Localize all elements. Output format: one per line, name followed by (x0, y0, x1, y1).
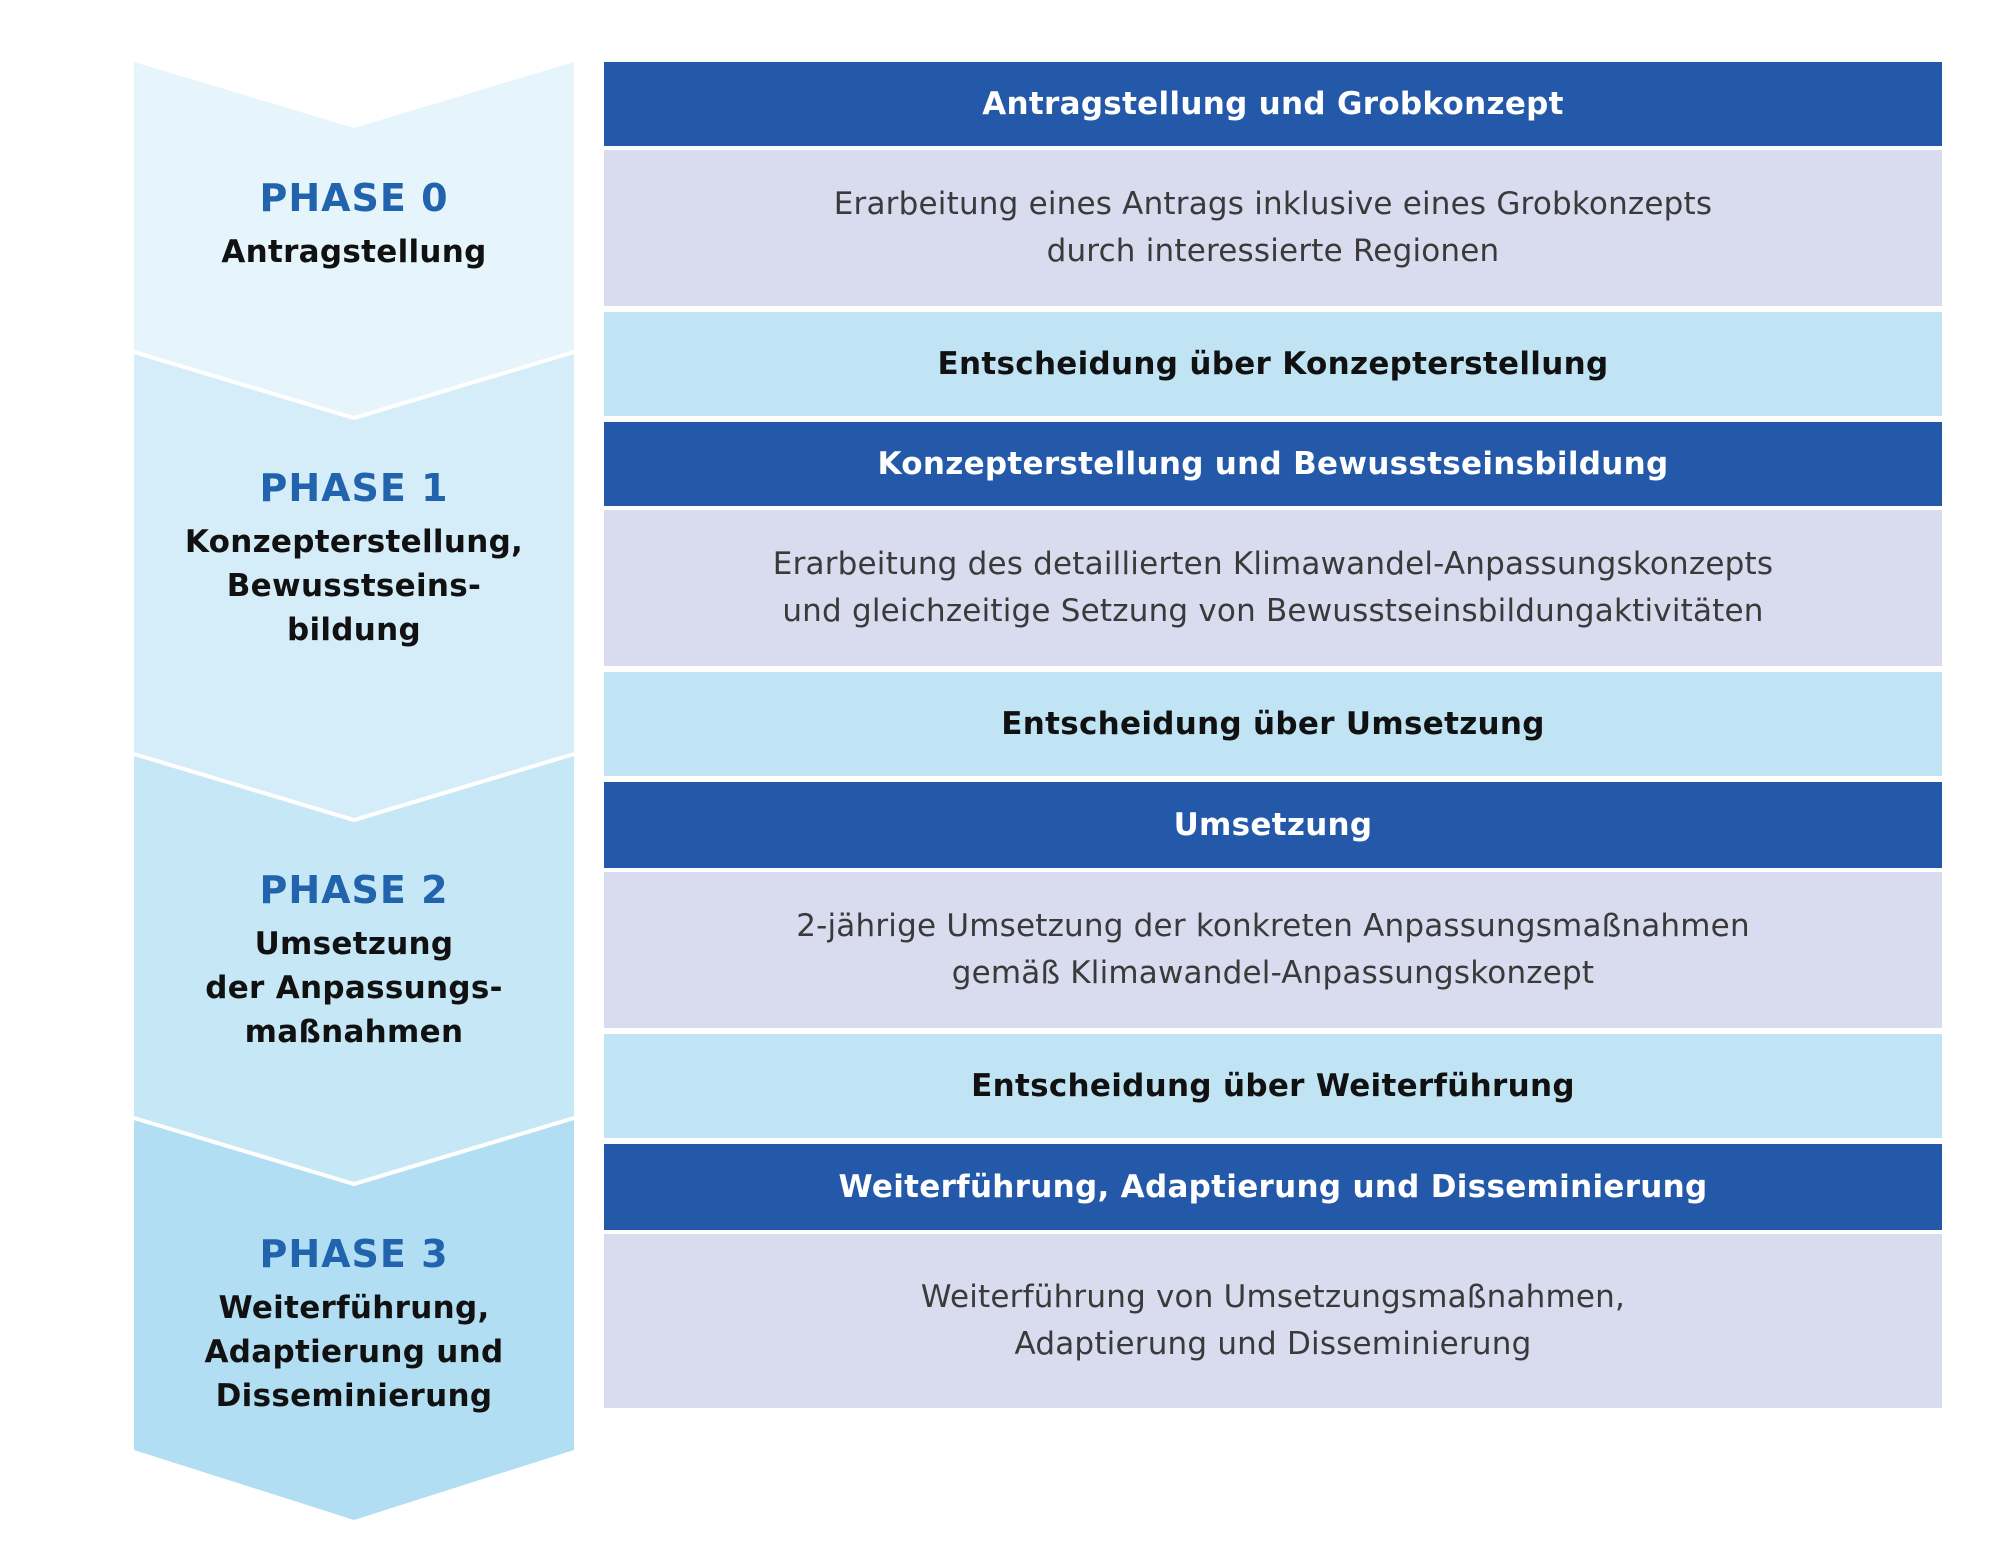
step-1-description-line-2: und gleichzeitige Setzung von Bewusstseinsbildungaktivitäten (782, 593, 1764, 629)
step-0-header (604, 62, 1942, 146)
step-0-decision (604, 312, 1942, 416)
step-0-header-text: Antragstellung und Grobkonzept (982, 86, 1564, 122)
phase-3-title-line-3: Disseminierung (215, 1377, 493, 1414)
phase-0-number: PHASE 0 (259, 176, 449, 220)
step-3-description-line-1: Weiterführung von Umsetzungsmaßnahmen, (920, 1278, 1626, 1315)
phase-1-title-line-1: Konzepterstellung, (184, 523, 524, 560)
step-1-description-line-1: Erarbeitung des detaillierten Klimawandel-Anpassungskonzepts (772, 545, 1774, 582)
step-2-header-text: Umsetzung (1173, 807, 1373, 843)
phase-1-title-line-3: bildung (286, 611, 422, 648)
step-2-header (604, 782, 1942, 868)
phase-1-number: PHASE 1 (259, 466, 449, 510)
step-1-description (604, 510, 1942, 666)
step-3-description (604, 1234, 1942, 1408)
step-0-description-line-1: Erarbeitung eines Antrags inklusive eines Grobkonzepts (833, 185, 1713, 222)
step-1-decision-text: Entscheidung über Umsetzung (1001, 706, 1545, 742)
step-3-header (604, 1144, 1942, 1230)
phase-2-label (134, 864, 574, 1054)
phase-3-number: PHASE 3 (259, 1232, 449, 1276)
step-2-description (604, 872, 1942, 1028)
step-2-decision (604, 1034, 1942, 1138)
step-0-description (604, 150, 1942, 306)
phase-2-title-line-3: maßnahmen (244, 1013, 464, 1050)
phase-3-label (134, 1228, 574, 1418)
step-1-decision (604, 672, 1942, 776)
step-2-description-line-1: 2-jährige Umsetzung der konkreten Anpassungsmaßnahmen (796, 907, 1750, 944)
phase-1-label (134, 462, 574, 652)
phase-2-title-line-1: Umsetzung (254, 925, 454, 962)
phase-0-label (134, 172, 574, 274)
step-0-description-line-2: durch interessierte Regionen (1046, 233, 1500, 269)
phase-3-title-line-2: Adaptierung und (204, 1333, 504, 1370)
step-3-header-text: Weiterführung, Adaptierung und Disseminierung (838, 1169, 1708, 1205)
phase-2-number: PHASE 2 (259, 868, 449, 912)
step-3-description-line-2: Adaptierung und Disseminierung (1014, 1326, 1532, 1362)
phase-1-title-line-2: Bewusstseins- (226, 567, 482, 604)
step-2-decision-text: Entscheidung über Weiterführung (971, 1068, 1575, 1104)
phase-0-title: Antragstellung (221, 233, 487, 270)
step-1-header (604, 422, 1942, 506)
step-0-decision-text: Entscheidung über Konzepterstellung (937, 346, 1609, 382)
step-2-description-line-2: gemäß Klimawandel-Anpassungskonzept (951, 955, 1595, 991)
phase-3-title-line-1: Weiterführung, (218, 1289, 490, 1326)
phase-2-title-line-2: der Anpassungs- (205, 969, 503, 1006)
step-1-header-text: Konzepterstellung und Bewusstseinsbildung (877, 446, 1669, 482)
